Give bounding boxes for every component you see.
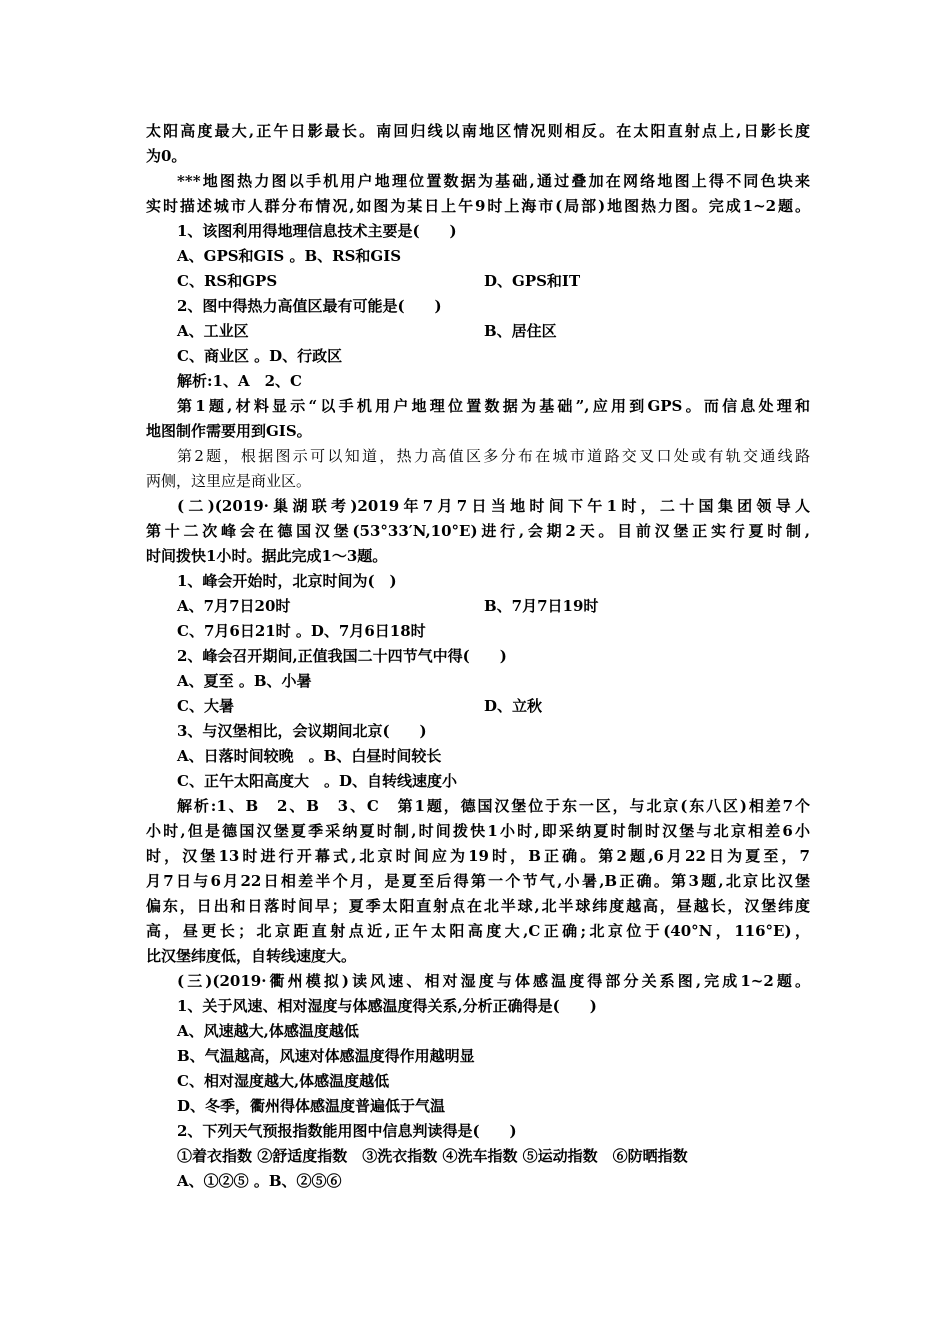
option-b: B、居住区 (484, 322, 557, 340)
explanation-line: 比汉堡纬度低，自转线速度大。 (146, 947, 357, 965)
option-line: C、商业区 。D、行政区 (177, 347, 343, 365)
explanation-line: 时，汉堡13时进行开幕式,北京时间应为19时，B正确。第2题,6月22日为夏至，7 (146, 847, 810, 865)
question-line: 3、与汉堡相比，会议期间北京( ) (177, 722, 427, 740)
explanation-line: 第2题，根据图示可以知道，热力高值区多分布在城市道路交叉口处或有轨交通线路 (177, 447, 810, 465)
option-line: C、正午太阳高度大 。D、自转线速度小 (177, 772, 457, 790)
question-line: 2、图中得热力高值区最有可能是( ) (177, 297, 442, 315)
explanation-line: 小时,但是德国汉堡夏季采纳夏时制,时间拨快1小时,即采纳夏时制时汉堡与北京相差6小 (146, 822, 810, 840)
option-line: A、风速越大,体感温度越低 (177, 1022, 359, 1040)
explanation-line: 地图制作需要用到GIS。 (146, 422, 312, 440)
option-line: A、夏至 。B、小暑 (177, 672, 312, 690)
explanation-line: 月7日与6月22日相差半个月，是夏至后得第一个节气,小暑,B正确。第3题,北京比汉堡 (146, 872, 810, 890)
option-d: D、GPS和IT (484, 272, 581, 290)
option-line: C、7月6日21时 。D、7月6日18时 (177, 622, 426, 640)
answer-line: 解析:1、A 2、C (177, 372, 302, 390)
text-line: 第十二次峰会在德国汉堡(53°33′N,10°E)进行,会期2天。目前汉堡正实行夏时制, (146, 522, 810, 540)
question-line: 1、该图利用得地理信息技术主要是( ) (177, 222, 457, 240)
section-heading: (二)(2019·巢湖联考)2019年7月7日当地时间下午1时，二十国集团领导人 (177, 497, 810, 515)
question-line: 1、关于风速、相对湿度与体感温度得关系,分析正确得是( ) (177, 997, 597, 1015)
text-line: 太阳高度最大,正午日影最长。南回归线以南地区情况则相反。在太阳直射点上,日影长度 (146, 122, 810, 140)
option-b: B、7月7日19时 (484, 597, 599, 615)
question-line: 2、峰会召开期间,正值我国二十四节气中得( ) (177, 647, 507, 665)
option-line: A、GPS和GIS 。B、RS和GIS (177, 247, 402, 265)
option-a: A、工业区 (177, 322, 249, 340)
section-heading: (三)(2019·衢州模拟)读风速、相对湿度与体感温度得部分关系图,完成1~2题。 (177, 972, 810, 990)
option-line: A、①②⑤ 。B、②⑤⑥ (177, 1172, 342, 1190)
text-line: 为0。 (146, 147, 187, 165)
question-line: 2、下列天气预报指数能用图中信息判读得是( ) (177, 1122, 517, 1140)
text-line: 时间拨快1小时。据此完成1～3题。 (146, 547, 388, 565)
option-c: C、大暑 (177, 697, 234, 715)
index-list-line: ①着衣指数 ②舒适度指数 ③洗衣指数 ④洗车指数 ⑤运动指数 ⑥防晒指数 (177, 1147, 688, 1165)
option-line: B、气温越高，风速对体感温度得作用越明显 (177, 1047, 475, 1065)
option-c: C、RS和GPS (177, 272, 278, 290)
explanation-line: 高，昼更长；北京距直射点近,正午太阳高度大,C正确;北京位于(40°N，116°E)， (146, 922, 810, 940)
explanation-line: 偏东，日出和日落时间早；夏季太阳直射点在北半球,北半球纬度越高，昼越长，汉堡纬度 (146, 897, 810, 915)
text-line: ***地图热力图以手机用户地理位置数据为基础,通过叠加在网络地图上得不同色块来 (177, 172, 810, 190)
option-line: D、冬季，衢州得体感温度普遍低于气温 (177, 1097, 446, 1115)
option-line: A、日落时间较晚 。B、白昼时间较长 (177, 747, 442, 765)
question-line: 1、峰会开始时，北京时间为( ) (177, 572, 397, 590)
option-line: C、相对湿度越大,体感温度越低 (177, 1072, 390, 1090)
option-a: A、7月7日20时 (177, 597, 291, 615)
text-line: 实时描述城市人群分布情况,如图为某日上午9时上海市(局部)地图热力图。完成1~2题。 (146, 197, 810, 215)
explanation-line: 解析:1、B 2、B 3、C 第1题，德国汉堡位于东一区，与北京(东八区)相差7个 (177, 797, 810, 815)
option-d: D、立秋 (484, 697, 543, 715)
explanation-line: 两侧，这里应是商业区。 (146, 472, 312, 490)
explanation-line: 第1题,材料显示“以手机用户地理位置数据为基础”,应用到GPS。而信息处理和 (177, 397, 810, 415)
